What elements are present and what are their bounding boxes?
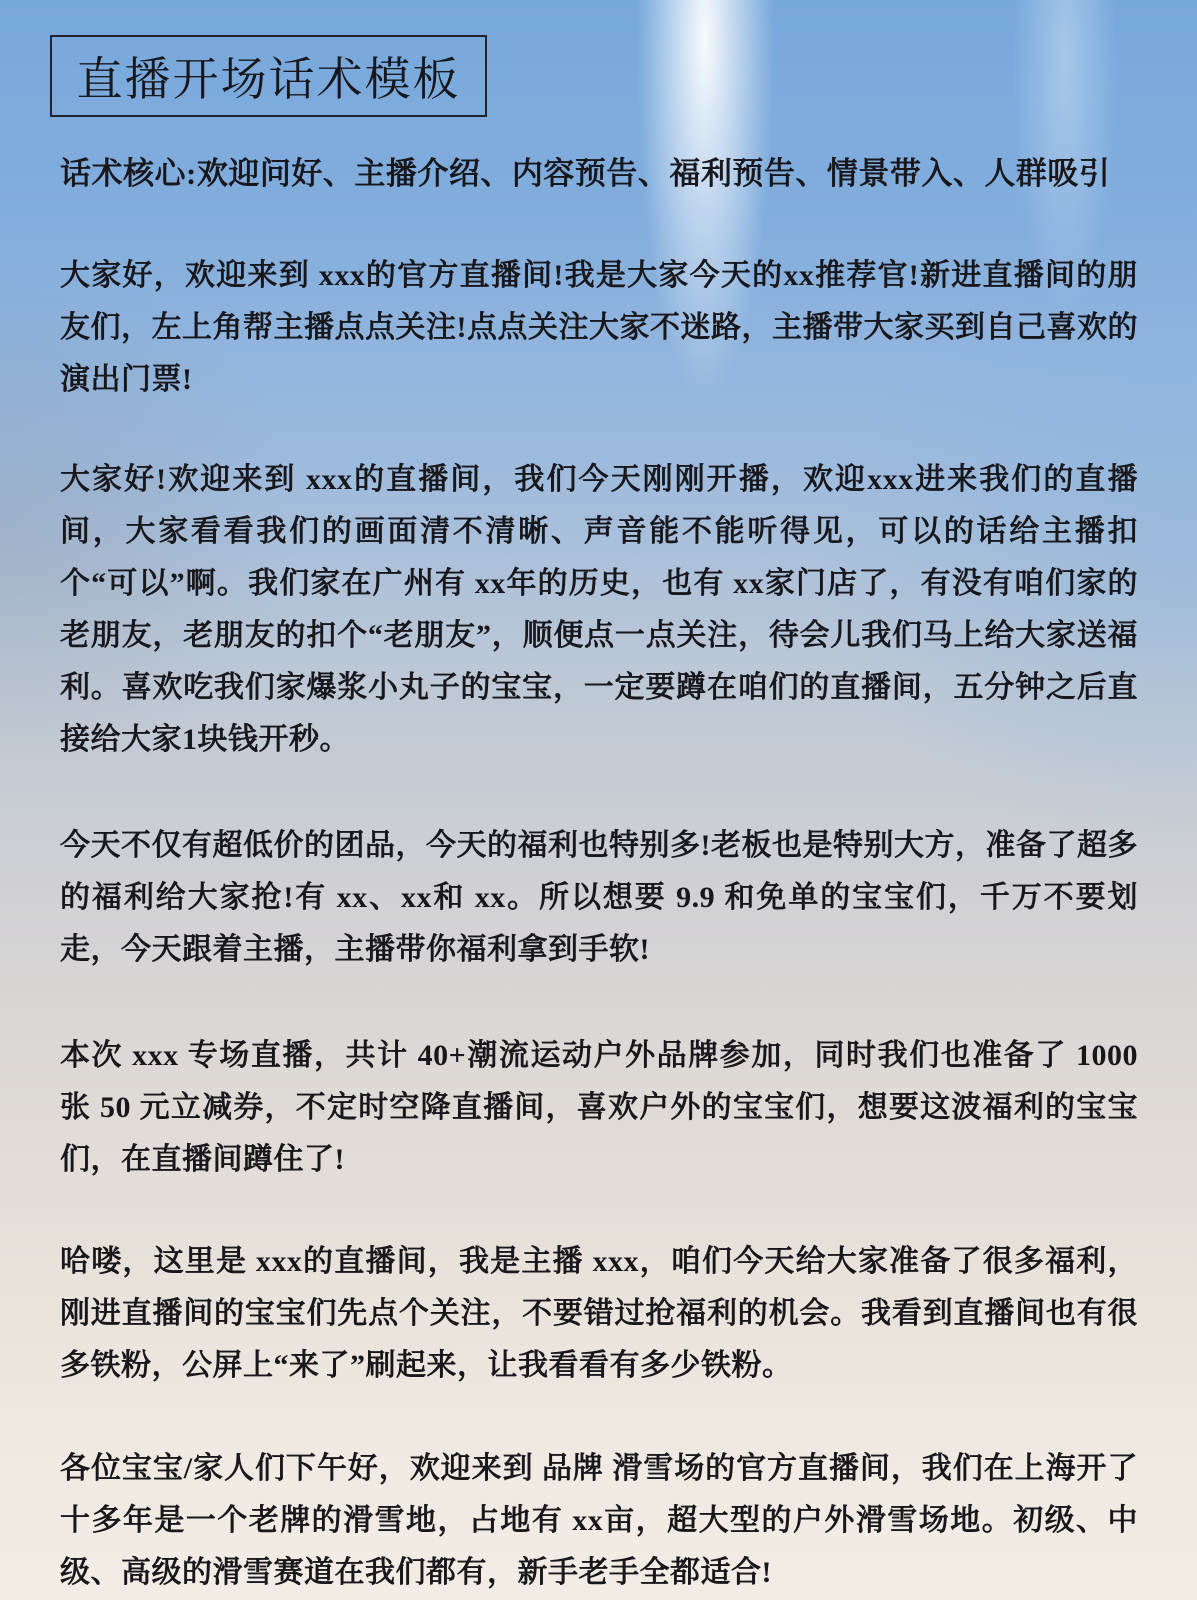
paragraph-brand-event: 本次 xxx 专场直播，共计 40+潮流运动户外品牌参加，同时我们也准备了 1000 张 50 元立减券，不定时空降直播间，喜欢户外的宝宝们，想要这波福利的宝宝们，在直播间蹲住了! bbox=[60, 1039, 1138, 1176]
paragraph-fans-greeting: 哈喽，这里是 xxx的直播间，我是主播 xxx，咱们今天给大家准备了很多福利，刚进直播间的宝宝们先点个关注，不要错过抢福利的机会。我看到直播间也有很多铁粉，公屏上“来了”刷起来，让我看看有多少铁粉。 bbox=[60, 1245, 1138, 1382]
core-summary-line: 话术核心:欢迎问好、主播介绍、内容预告、福利预告、情景带入、人群吸引 bbox=[60, 156, 1111, 191]
paragraph-store-intro: 大家好!欢迎来到 xxx的直播间，我们今天刚刚开播，欢迎xxx进来我们的直播间，大家看看我们的画面清不清晰、声音能不能听得见，可以的话给主播扣个“可以”啊。我们家在广州有 xx年的历史，也有 xx家门店了，有没有咱们家的老朋友，老朋友的扣个“老朋友”，顺便点一点关注，待会儿我们马上给大家送福利。喜欢吃我们家爆浆小丸子的宝宝，一定要蹲在咱们的直播间，五分钟之后直接给大家1块钱开秒。 bbox=[60, 463, 1138, 756]
paragraph-ski-resort: 各位宝宝/家人们下午好，欢迎来到 品牌 滑雪场的官方直播间，我们在上海开了十多年是一个老牌的滑雪地，占地有 xx亩，超大型的户外滑雪场地。初级、中级、高级的滑雪赛道在我们都有，新手老手全都适合! bbox=[60, 1452, 1138, 1589]
paragraph-welcome-ticket: 大家好，欢迎来到 xxx的官方直播间!我是大家今天的xx推荐官!新进直播间的朋友们，左上角帮主播点点关注!点点关注大家不迷路，主播带大家买到自己喜欢的演出门票! bbox=[60, 259, 1138, 396]
page-title: 直播开场话术模板 bbox=[76, 54, 461, 105]
title-box bbox=[50, 35, 487, 117]
paragraph-benefits: 今天不仅有超低价的团品，今天的福利也特别多!老板也是特别大方，准备了超多的福利给大家抢!有 xx、xx和 xx。所以想要 9.9 和免单的宝宝们，千万不要划走，今天跟着主播，主播带你福利拿到手软! bbox=[60, 829, 1138, 966]
